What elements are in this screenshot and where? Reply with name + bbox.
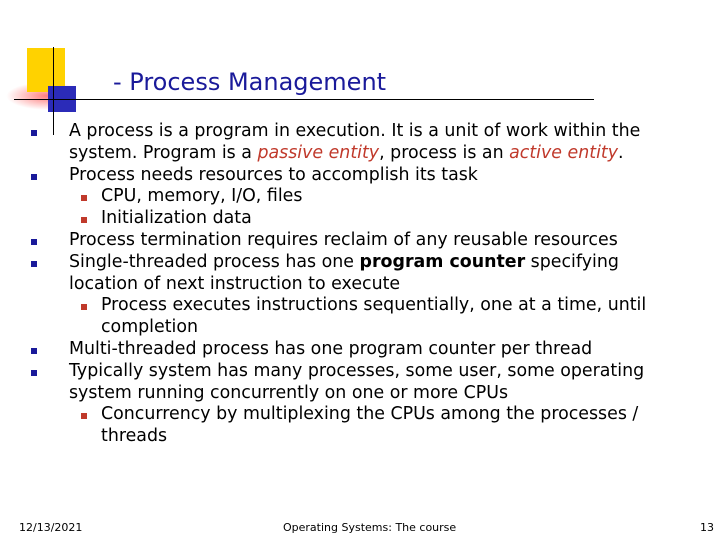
sub-bullet-text: Process executes instructions sequentially, one at a time, until completion <box>101 295 647 338</box>
square-bullet-icon <box>31 370 37 376</box>
bullet-text: Multi-threaded process has one program counter per thread <box>69 338 593 359</box>
bullet-item <box>28 165 678 187</box>
horizontal-rule <box>14 99 594 100</box>
emphasis-text: active entity <box>509 142 619 163</box>
slide-title: - Process Management <box>113 68 387 96</box>
bullet-text: Process termination requires reclaim of any reusable resources <box>69 229 618 250</box>
square-bullet-icon <box>31 239 37 245</box>
bullet-list <box>28 121 678 448</box>
sub-bullet-text: CPU, memory, I/O, files <box>101 186 303 207</box>
bullet-text: , process is an <box>379 142 510 163</box>
sub-bullet-item <box>28 295 678 339</box>
bullet-item <box>28 230 678 252</box>
square-bullet-icon <box>31 130 37 136</box>
red-square-bullet-icon <box>81 413 87 419</box>
bullet-text: specifying location of next instruction to execute <box>69 251 619 294</box>
bullet-item <box>28 361 678 405</box>
square-bullet-icon <box>31 261 37 267</box>
bullet-item <box>28 339 678 361</box>
emphasis-text: passive entity <box>257 142 380 163</box>
red-square-bullet-icon <box>81 195 87 201</box>
red-square-bullet-icon <box>81 217 87 223</box>
footer-course-title: Operating Systems: The course <box>283 521 457 534</box>
page-number: 13 <box>700 521 714 534</box>
bullet-item <box>28 252 678 296</box>
sub-bullet-text: Initialization data <box>101 208 252 229</box>
square-bullet-icon <box>31 174 37 180</box>
bullet-text: Typically system has many processes, some user, some operating system running concurrently on one or more CPUs <box>69 360 645 403</box>
red-square-bullet-icon <box>81 304 87 310</box>
bullet-item <box>28 121 678 165</box>
bullet-text: . <box>618 142 624 163</box>
bullet-text: Single-threaded process has one <box>69 251 360 272</box>
bullet-text: Process needs resources to accomplish its task <box>69 164 478 185</box>
bold-text: program counter <box>359 251 526 272</box>
footer-date: 12/13/2021 <box>19 521 83 534</box>
square-bullet-icon <box>31 348 37 354</box>
sub-bullet-item <box>28 186 678 208</box>
bullet-text: A process is a program in execution. It is a unit of work within the system. Program is a <box>69 121 641 163</box>
sub-bullet-item <box>28 208 678 230</box>
sub-bullet-item <box>28 404 678 448</box>
sub-bullet-text: Concurrency by multiplexing the CPUs among the processes / threads <box>101 404 639 447</box>
